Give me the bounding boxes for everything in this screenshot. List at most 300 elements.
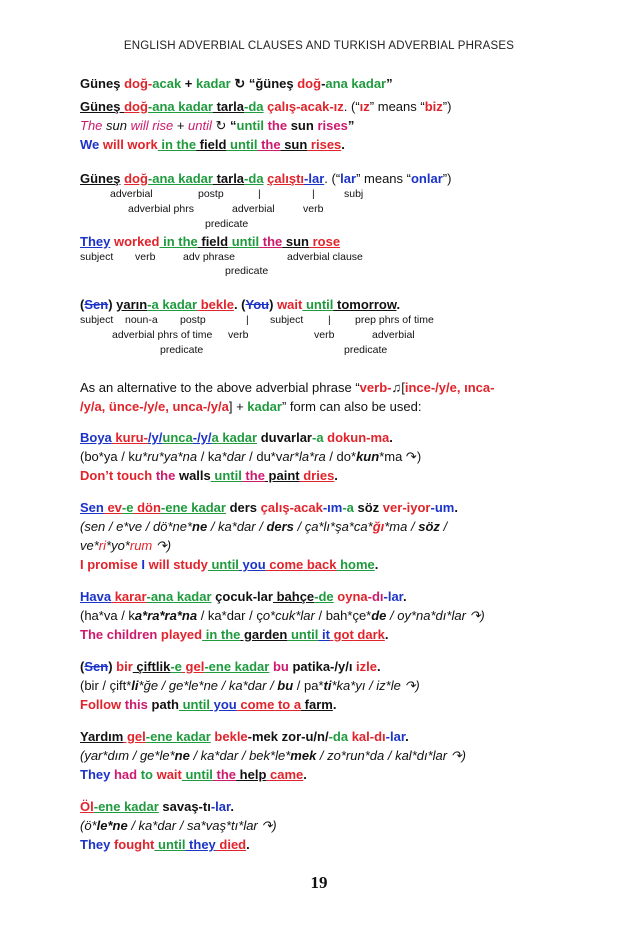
- text-fragment: ar*la*ra: [282, 449, 326, 464]
- text-fragment: (ha*va / k: [80, 608, 135, 623]
- text-fragment: paint: [264, 468, 300, 483]
- text-fragment: kadar: [174, 171, 213, 186]
- text-fragment: -acak-ız: [296, 99, 344, 114]
- text-fragment: .: [374, 557, 379, 572]
- text-fragment: They: [80, 837, 111, 852]
- e1-line2: [80, 449, 421, 465]
- text-fragment: path: [147, 697, 179, 712]
- text-fragment: Güneş: [80, 171, 121, 186]
- text-fragment: (: [80, 659, 85, 674]
- note-line1: [80, 380, 494, 396]
- text-fragment: mek: [290, 748, 317, 763]
- b3-gloss-verb2: verb: [314, 329, 335, 341]
- text-fragment: -lar: [383, 589, 404, 604]
- text-fragment: / ka*dar /: [207, 519, 267, 534]
- b3-gloss-postp: postp: [180, 314, 206, 326]
- text-fragment: ): [108, 659, 117, 674]
- b2-gloss-adverbial2: adverbial: [232, 203, 275, 215]
- text-fragment: tarla: [212, 99, 245, 114]
- b3-gloss-bar1: |: [246, 314, 249, 326]
- text-fragment: *ka*yı / iz*le ↷): [331, 678, 420, 693]
- text-fragment: the: [263, 118, 291, 133]
- text-fragment: in the: [157, 137, 197, 152]
- page-number: 19: [310, 873, 328, 892]
- b2-gloss-verb2: verb: [135, 251, 156, 263]
- text-fragment: wait: [152, 767, 182, 782]
- text-fragment: rose: [309, 234, 341, 249]
- text-fragment: .: [332, 697, 337, 712]
- t: Güneş: [80, 76, 121, 91]
- text-fragment: will rise: [130, 118, 174, 133]
- e2-line4: [80, 557, 378, 573]
- text-fragment: kadar: [158, 297, 198, 312]
- text-fragment: -ene: [145, 729, 173, 744]
- b2-gloss-adv-phrase: adv phrase: [183, 251, 235, 263]
- text-fragment: ” means “: [356, 171, 411, 186]
- text-fragment: bir: [116, 659, 133, 674]
- text-fragment: -e: [121, 500, 134, 515]
- text-fragment: kadar: [247, 399, 282, 414]
- text-fragment: / zo*run*da / kal*dı*lar ↷): [316, 748, 466, 763]
- text-fragment: / ka*dar / sa*vaş*tı*lar ↷): [127, 818, 277, 833]
- text-fragment: will work: [99, 137, 158, 152]
- text-fragment: it: [318, 627, 330, 642]
- text-fragment: bahçe: [272, 589, 315, 604]
- text-fragment: savaş-tı: [158, 799, 211, 814]
- text-fragment: doğ: [297, 76, 322, 91]
- b1-line3: [80, 118, 354, 134]
- text-fragment: -dı: [367, 589, 384, 604]
- b2-gloss-subj: subj: [344, 188, 364, 200]
- text-fragment: ”): [442, 171, 452, 186]
- b3-gloss-noun-a: noun-a: [125, 314, 158, 326]
- text-fragment: / k: [197, 449, 215, 464]
- text-fragment: until: [188, 118, 212, 133]
- text-fragment: to: [137, 767, 153, 782]
- text-fragment: .: [405, 729, 409, 744]
- text-fragment: (: [80, 297, 85, 312]
- text-fragment: -a: [342, 500, 354, 515]
- text-fragment: gel: [181, 659, 205, 674]
- text-fragment: Öl: [80, 799, 94, 814]
- text-fragment: played: [157, 627, 203, 642]
- text-fragment: ti: [323, 678, 332, 693]
- text-fragment: / ça*lı*şa*ca*: [293, 519, 373, 534]
- text-fragment: .: [377, 659, 381, 674]
- text-fragment: home: [336, 557, 375, 572]
- text-fragment: ev: [103, 500, 122, 515]
- text-fragment: gel: [123, 729, 146, 744]
- text-fragment: le*ne: [96, 818, 128, 833]
- text-fragment: they: [185, 837, 216, 852]
- text-fragment: ders: [266, 519, 294, 534]
- text-fragment: unca: [162, 430, 193, 445]
- text-fragment: (bir / çift*: [80, 678, 132, 693]
- text-fragment: ): [269, 297, 278, 312]
- text-fragment: oyna: [333, 589, 368, 604]
- text-fragment: dark: [353, 627, 385, 642]
- text-fragment: -ene: [93, 799, 121, 814]
- text-fragment: kuru-: [111, 430, 148, 445]
- text-fragment: kadar: [174, 99, 213, 114]
- page-header: ENGLISH ADVERBIAL CLAUSES AND TURKISH ADVERBIAL PHRASES: [123, 40, 515, 52]
- text-fragment: / bah*çe*: [314, 608, 372, 623]
- text-fragment: rises: [313, 118, 348, 133]
- text-fragment: -um: [430, 500, 455, 515]
- e4-line2: [80, 678, 420, 694]
- text-fragment: / ka*dar / bek*le*: [189, 748, 291, 763]
- e5-line2: [80, 748, 466, 764]
- b2-gloss-verb: verb: [303, 203, 324, 215]
- text-fragment: -ana: [146, 589, 174, 604]
- text-fragment: tomorrow: [333, 297, 397, 312]
- b2-gloss-adv-clause: adverbial clause: [287, 251, 363, 263]
- text-fragment: fought: [110, 837, 155, 852]
- text-fragment: came: [266, 767, 304, 782]
- text-fragment: .: [396, 297, 401, 312]
- text-fragment: ] +: [228, 399, 248, 414]
- text-fragment: the: [257, 137, 281, 152]
- text-fragment: / oy*na*dı*lar ↷): [386, 608, 485, 623]
- text-fragment: in the: [159, 234, 198, 249]
- text-fragment: bekle: [197, 297, 234, 312]
- text-fragment: the: [212, 767, 237, 782]
- text-fragment: bekle: [210, 729, 248, 744]
- text-fragment: ↻: [211, 118, 231, 133]
- text-fragment: I: [137, 557, 146, 572]
- b1-line4: [80, 137, 345, 153]
- text-fragment: Yardım: [80, 729, 124, 744]
- text-fragment: ↷): [152, 538, 172, 553]
- text-fragment: izle: [352, 659, 378, 674]
- text-fragment: ne: [174, 748, 190, 763]
- text-fragment: sun: [282, 234, 309, 249]
- text-fragment: duvarlar: [257, 430, 312, 445]
- text-fragment: field: [197, 234, 229, 249]
- b3-gloss-predicate2: predicate: [344, 344, 388, 356]
- text-fragment: until: [226, 137, 258, 152]
- text-fragment: ♫: [391, 380, 402, 395]
- text-fragment: .: [334, 468, 338, 483]
- text-fragment: until: [302, 297, 334, 312]
- text-fragment: walls: [175, 468, 211, 483]
- text-fragment: de: [371, 608, 387, 623]
- e3-line1: [80, 589, 407, 605]
- text-fragment: until: [207, 557, 239, 572]
- text-fragment: help: [236, 767, 267, 782]
- text-fragment: -mek: [247, 729, 279, 744]
- text-fragment: sun: [280, 137, 308, 152]
- text-fragment: -de: [314, 589, 334, 604]
- e1-line3: [80, 468, 338, 484]
- text-fragment: .: [403, 589, 407, 604]
- e5-line3: [80, 767, 307, 783]
- text-fragment: rum: [129, 538, 153, 553]
- e6-line1: [80, 799, 234, 815]
- text-fragment: kadar: [120, 799, 159, 814]
- text-fragment: tarla: [212, 171, 245, 186]
- e2-line1: [80, 500, 458, 516]
- text-fragment: ver-iyor: [379, 500, 431, 515]
- text-fragment: .: [341, 137, 345, 152]
- b3-line1: [80, 297, 400, 313]
- text-fragment: ”): [442, 99, 452, 114]
- b3-gloss-predicate1: predicate: [160, 344, 204, 356]
- text-fragment: bu: [269, 659, 289, 674]
- text-fragment: -lar: [210, 799, 231, 814]
- text-fragment: çiftlik: [132, 659, 171, 674]
- text-fragment: bu: [277, 678, 294, 693]
- text-fragment: a*ra*ra*na: [134, 608, 198, 623]
- e5-line1: [80, 729, 409, 745]
- b2-line2: [80, 234, 340, 250]
- text-fragment: will study: [145, 557, 208, 572]
- text-fragment: They: [80, 767, 111, 782]
- text-fragment: çalış: [267, 99, 297, 114]
- b3-gloss-bar2: |: [328, 314, 331, 326]
- text-fragment: dokun-ma: [323, 430, 390, 445]
- text-fragment: kun: [356, 449, 380, 464]
- text-fragment: . (: [233, 297, 246, 312]
- text-fragment: ve*: [80, 538, 99, 553]
- text-fragment: doğ-: [124, 76, 153, 91]
- text-fragment: We: [80, 137, 100, 152]
- text-fragment: the: [259, 234, 283, 249]
- text-fragment: .: [389, 430, 393, 445]
- text-fragment: *ğe / ge*le*ne / ka*dar /: [138, 678, 278, 693]
- text-fragment: The: [80, 118, 103, 133]
- b3-gloss-adv-phrs-time: adverbial phrs of time: [112, 329, 213, 341]
- text-fragment: to a: [274, 697, 302, 712]
- b3-gloss-adverbial: adverbial: [372, 329, 415, 341]
- text-fragment: you: [238, 557, 266, 572]
- text-fragment: farm: [301, 697, 333, 712]
- text-fragment: sun: [102, 118, 131, 133]
- text-fragment: .: [454, 500, 458, 515]
- text-fragment: (yar*dım / ge*le*: [80, 748, 175, 763]
- text-fragment: /y/: [147, 430, 163, 445]
- text-fragment: -da: [244, 171, 264, 186]
- text-fragment: got: [329, 627, 354, 642]
- text-fragment: -ana: [147, 171, 175, 186]
- text-fragment: until: [228, 234, 260, 249]
- e6-line3: [80, 837, 250, 853]
- text-fragment: kadar: [196, 76, 231, 91]
- text-fragment: -lar: [385, 729, 406, 744]
- text-fragment: until: [181, 767, 213, 782]
- text-fragment: you: [210, 697, 237, 712]
- text-fragment: .: [246, 837, 250, 852]
- text-fragment: ders: [225, 500, 258, 515]
- text-fragment: (bo*ya / k: [80, 449, 135, 464]
- text-fragment: / ka*dar / ç: [197, 608, 263, 623]
- text-fragment: until: [210, 468, 242, 483]
- text-fragment: [: [401, 380, 405, 395]
- text-fragment: / pa*: [293, 678, 324, 693]
- text-fragment: I promise: [80, 557, 138, 572]
- text-fragment: -a: [312, 430, 324, 445]
- text-fragment: -da: [328, 729, 349, 744]
- text-fragment: +: [181, 76, 196, 91]
- b2-gloss-adv-phrs: adverbial phrs: [128, 203, 194, 215]
- text-fragment: söz: [418, 519, 440, 534]
- text-fragment: Sen: [84, 297, 109, 312]
- text-fragment: doğ: [124, 171, 148, 186]
- text-fragment: patika-/y/ı: [288, 659, 353, 674]
- text-fragment: Hava: [80, 589, 112, 604]
- text-fragment: ğı: [372, 519, 385, 534]
- text-fragment: -a: [147, 297, 159, 312]
- text-fragment: Sen: [84, 659, 109, 674]
- text-fragment: ”: [347, 118, 355, 133]
- b1-line2: [80, 99, 451, 115]
- text-fragment: wait: [277, 297, 303, 312]
- text-fragment: . (“: [343, 99, 360, 114]
- text-fragment: You: [245, 297, 270, 312]
- text-fragment: -/y/: [192, 430, 212, 445]
- b2-line1: [80, 171, 451, 187]
- text-fragment: -lar: [304, 171, 325, 186]
- e6-line2: [80, 818, 277, 834]
- text-fragment: o*cuk*lar: [262, 608, 315, 623]
- text-fragment: .: [230, 799, 234, 814]
- text-fragment: As an alternative to the above adverbial phrase “: [80, 380, 360, 395]
- text-fragment: +: [173, 118, 189, 133]
- b1-line1: [80, 76, 393, 92]
- text-fragment: field: [196, 137, 227, 152]
- b2-gloss-bar1: |: [258, 188, 261, 200]
- text-fragment: ” form can also be used:: [281, 399, 422, 414]
- text-fragment: çalış-acak: [257, 500, 323, 515]
- b2-gloss-bar2: |: [312, 188, 315, 200]
- text-fragment: until: [287, 627, 319, 642]
- text-fragment: in the: [202, 627, 241, 642]
- text-fragment: kal-dı: [348, 729, 386, 744]
- b3-gloss-subject2: subject: [270, 314, 304, 326]
- e4-line3: [80, 697, 336, 713]
- text-fragment: this: [121, 697, 148, 712]
- b3-gloss-verb1: verb: [228, 329, 249, 341]
- text-fragment: ri: [98, 538, 107, 553]
- text-fragment: Sen: [80, 500, 104, 515]
- text-fragment: lar: [340, 171, 357, 186]
- text-fragment: /y/a, ünce-/y/e, unca-/y/a: [80, 399, 229, 414]
- text-fragment: kadar: [187, 500, 226, 515]
- text-fragment: biz: [424, 99, 443, 114]
- text-fragment: doğ: [124, 99, 148, 114]
- text-fragment: “: [230, 118, 237, 133]
- text-fragment: / do*: [325, 449, 357, 464]
- text-fragment: u*ru*ya*na: [134, 449, 198, 464]
- text-fragment: . (“: [324, 171, 341, 186]
- text-fragment: Don’t touch: [80, 468, 153, 483]
- text-fragment: “ğüneş: [248, 76, 298, 91]
- text-fragment: ): [108, 297, 117, 312]
- text-fragment: ↻: [230, 76, 249, 91]
- b2-gloss-predicate2: predicate: [225, 265, 269, 277]
- text-fragment: The children: [80, 627, 158, 642]
- text-fragment: çalıştı: [267, 171, 305, 186]
- text-fragment: Güneş: [80, 99, 125, 114]
- text-fragment: kadar: [172, 729, 211, 744]
- text-fragment: kadar: [231, 659, 270, 674]
- text-fragment: come: [236, 697, 275, 712]
- text-fragment: died: [215, 837, 247, 852]
- e4-line1: [80, 659, 381, 675]
- text-fragment: ince-/y/e, ınca-: [404, 380, 495, 395]
- text-fragment: yarın: [116, 297, 148, 312]
- text-fragment: -ım: [322, 500, 343, 515]
- text-fragment: -: [321, 76, 326, 91]
- text-fragment: a: [211, 430, 219, 445]
- text-fragment: zor-u/n/: [278, 729, 329, 744]
- text-fragment: *ma /: [384, 519, 419, 534]
- e3-line3: [80, 627, 388, 643]
- e1-line1: [80, 430, 393, 446]
- text-fragment: söz: [353, 500, 380, 515]
- text-fragment: ” means “: [369, 99, 425, 114]
- text-fragment: back: [303, 557, 337, 572]
- text-fragment: (ö*: [80, 818, 97, 833]
- text-fragment: the: [152, 468, 176, 483]
- text-fragment: had: [110, 767, 138, 782]
- text-fragment: They: [80, 234, 111, 249]
- text-fragment: dries: [299, 468, 335, 483]
- e2-line2: [80, 519, 447, 535]
- text-fragment: ız: [359, 99, 370, 114]
- b2-gloss-subject: subject: [80, 251, 114, 263]
- text-fragment: kadar: [218, 430, 258, 445]
- b2-gloss-predicate: predicate: [205, 218, 249, 230]
- text-fragment: kadar: [173, 589, 212, 604]
- text-fragment: until: [154, 837, 186, 852]
- text-fragment: -da: [244, 99, 264, 114]
- text-fragment: ana: [325, 76, 348, 91]
- text-fragment: -ana: [147, 99, 175, 114]
- text-fragment: garden: [240, 627, 288, 642]
- e2-line3: [80, 538, 171, 554]
- text-fragment: Follow: [80, 697, 122, 712]
- text-fragment: Boya: [80, 430, 112, 445]
- b3-gloss-prep-phrs: prep phrs of time: [355, 314, 434, 326]
- text-fragment: until: [178, 697, 211, 712]
- text-fragment: /: [439, 519, 448, 534]
- text-fragment: -e: [170, 659, 182, 674]
- text-fragment: .: [384, 627, 389, 642]
- text-fragment: sun: [290, 118, 314, 133]
- text-fragment: dön: [133, 500, 161, 515]
- text-fragment: the: [241, 468, 265, 483]
- text-fragment: rises: [307, 137, 342, 152]
- text-fragment: (sen / e*ve / dö*ne*: [80, 519, 193, 534]
- text-fragment: karar: [111, 589, 147, 604]
- b2-gloss-adverbial: adverbial: [110, 188, 153, 200]
- text-fragment: *ma ↷): [379, 449, 422, 464]
- text-fragment: verb-: [359, 380, 392, 395]
- text-fragment: come: [265, 557, 304, 572]
- text-fragment: li: [131, 678, 139, 693]
- text-fragment: -ene: [204, 659, 232, 674]
- text-fragment: until: [236, 118, 264, 133]
- note-line2: [80, 399, 421, 415]
- text-fragment: .: [303, 767, 307, 782]
- text-fragment: kadar: [347, 76, 387, 91]
- text-fragment: a*dar: [214, 449, 246, 464]
- b3-gloss-subject: subject: [80, 314, 114, 326]
- text-fragment: worked: [110, 234, 160, 249]
- text-fragment: *yo*: [106, 538, 130, 553]
- b2-gloss-postp: postp: [198, 188, 224, 200]
